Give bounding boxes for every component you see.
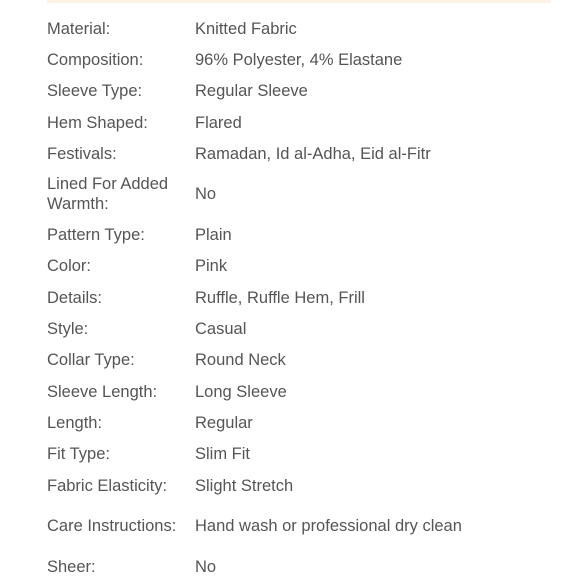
spec-value: 96% Polyester, 4% Elastane: [195, 50, 403, 69]
spec-row-sheer: [47, 551, 551, 580]
spec-row-fit-type: [47, 439, 551, 470]
spec-value: Regular: [195, 413, 253, 432]
spec-label: Style:: [47, 320, 89, 339]
spec-label: Material:: [47, 19, 111, 38]
spec-row-care-instructions: [47, 501, 551, 551]
spec-label: Lined For Added Warmth:: [47, 175, 169, 214]
spec-row-details: [47, 282, 551, 313]
spec-value: Pink: [195, 257, 228, 276]
product-spec-list: [47, 13, 551, 580]
spec-label: Length:: [47, 413, 103, 432]
spec-value: No: [195, 557, 217, 576]
spec-row-lined-for-added-warmth: [47, 169, 551, 219]
spec-label: Sleeve Type:: [47, 82, 143, 101]
spec-row-color: [47, 251, 551, 282]
spec-value: Round Neck: [195, 351, 286, 370]
spec-row-fabric-elasticity: [47, 470, 551, 501]
spec-row-composition: [47, 44, 551, 75]
spec-row-sleeve-type: [47, 76, 551, 107]
spec-value: Slight Stretch: [195, 476, 294, 495]
spec-value: Flared: [195, 113, 242, 132]
spec-value: Ruffle, Ruffle Hem, Frill: [195, 288, 365, 307]
spec-label: Color:: [47, 257, 92, 276]
spec-label: Sleeve Length:: [47, 382, 158, 401]
section-top-divider: [47, 0, 551, 3]
spec-label: Fabric Elasticity:: [47, 476, 168, 495]
spec-row-festivals: [47, 138, 551, 169]
spec-label: Hem Shaped:: [47, 113, 148, 132]
spec-value: Hand wash or professional dry clean: [195, 517, 462, 536]
spec-label: Composition:: [47, 50, 144, 69]
spec-value: Slim Fit: [195, 445, 250, 464]
spec-row-sleeve-length: [47, 376, 551, 407]
spec-label: Details:: [47, 288, 103, 307]
spec-value: Plain: [195, 226, 232, 245]
spec-value: Long Sleeve: [195, 382, 287, 401]
spec-value: Ramadan, Id al-Adha, Eid al-Fitr: [195, 144, 431, 163]
spec-label: Collar Type:: [47, 351, 135, 370]
spec-label: Fit Type:: [47, 445, 110, 464]
spec-label: Care Instructions:: [47, 517, 177, 536]
spec-label: Pattern Type:: [47, 226, 145, 245]
spec-row-collar-type: [47, 345, 551, 376]
spec-row-style: [47, 313, 551, 344]
spec-label: Festivals:: [47, 144, 117, 163]
spec-row-hem-shaped: [47, 107, 551, 138]
spec-value: Regular Sleeve: [195, 82, 308, 101]
spec-value: Knitted Fabric: [195, 19, 297, 38]
spec-label: Sheer:: [47, 557, 96, 576]
spec-row-pattern-type: [47, 219, 551, 250]
spec-value: No: [195, 185, 217, 204]
spec-value: Casual: [195, 320, 247, 339]
spec-row-length: [47, 407, 551, 438]
spec-row-material: [47, 13, 551, 44]
